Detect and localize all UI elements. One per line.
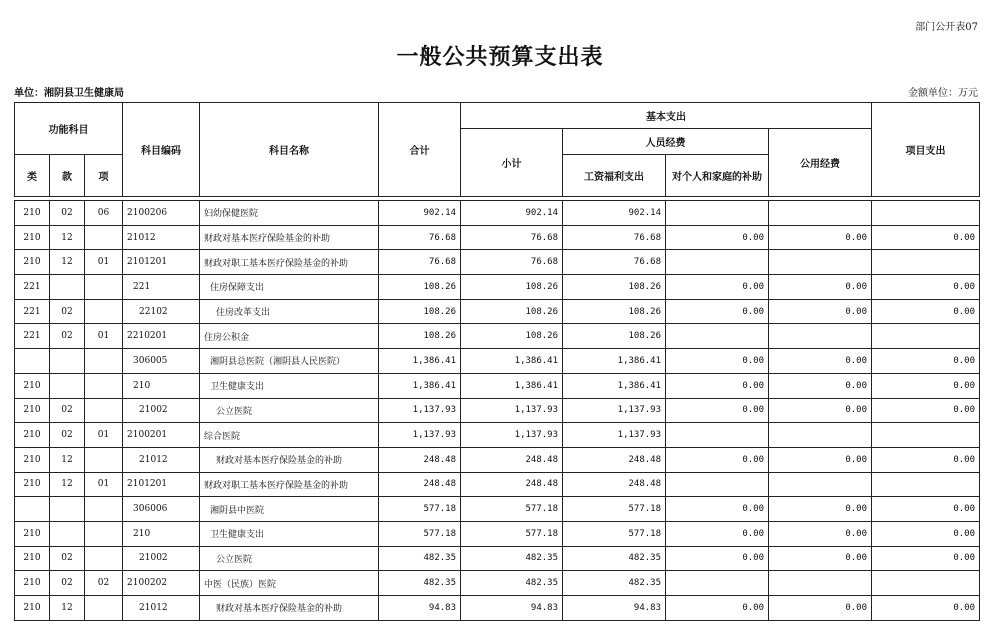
cell-subject-code: 21012 xyxy=(123,225,200,250)
cell-lei xyxy=(15,497,50,522)
cell-total: 248.48 xyxy=(379,472,461,497)
cell-kuan: 02 xyxy=(50,324,85,349)
header-wages: 工资福利支出 xyxy=(563,155,666,197)
cell-project xyxy=(872,250,980,275)
table-row xyxy=(15,571,980,596)
cell-subject-code: 21012 xyxy=(123,596,200,621)
cell-subject-code: 210 xyxy=(123,521,200,546)
cell-public-funds: 0.00 xyxy=(769,373,872,398)
cell-wages: 108.26 xyxy=(563,324,666,349)
cell-lei: 210 xyxy=(15,201,50,226)
cell-public-funds xyxy=(769,571,872,596)
table-row xyxy=(15,423,980,448)
cell-subtotal: 577.18 xyxy=(461,521,563,546)
cell-subtotal: 108.26 xyxy=(461,299,563,324)
cell-subject-name: 住房公积金 xyxy=(200,324,379,349)
cell-subtotal: 482.35 xyxy=(461,571,563,596)
cell-public-funds xyxy=(769,250,872,275)
cell-public-funds: 0.00 xyxy=(769,275,872,300)
cell-xiang xyxy=(85,398,123,423)
cell-public-funds: 0.00 xyxy=(769,225,872,250)
cell-total: 1,137.93 xyxy=(379,398,461,423)
money-unit-label: 金额单位：万元 xyxy=(908,88,978,99)
cell-lei: 210 xyxy=(15,571,50,596)
form-number: 部门公开表07 xyxy=(915,22,978,33)
cell-project: 0.00 xyxy=(872,398,980,423)
cell-kuan xyxy=(50,521,85,546)
cell-project xyxy=(872,423,980,448)
cell-subject-name: 财政对基本医疗保险基金的补助 xyxy=(200,225,379,250)
header-basic-expenditure: 基本支出 xyxy=(461,103,872,129)
cell-wages: 577.18 xyxy=(563,521,666,546)
header-func-subject: 功能科目 xyxy=(15,103,123,155)
table-row xyxy=(15,472,980,497)
cell-subject-code: 2101201 xyxy=(123,472,200,497)
cell-xiang: 01 xyxy=(85,324,123,349)
cell-subsidy: 0.00 xyxy=(666,521,769,546)
cell-lei: 210 xyxy=(15,596,50,621)
cell-lei: 210 xyxy=(15,447,50,472)
cell-public-funds xyxy=(769,472,872,497)
cell-subsidy xyxy=(666,571,769,596)
cell-subsidy xyxy=(666,201,769,226)
cell-subtotal: 94.83 xyxy=(461,596,563,621)
cell-project: 0.00 xyxy=(872,596,980,621)
cell-kuan: 12 xyxy=(50,250,85,275)
cell-project xyxy=(872,571,980,596)
cell-public-funds: 0.00 xyxy=(769,521,872,546)
table-row xyxy=(15,250,980,275)
table-body xyxy=(15,197,980,621)
cell-lei: 210 xyxy=(15,423,50,448)
cell-total: 108.26 xyxy=(379,299,461,324)
cell-subject-name: 公立医院 xyxy=(200,546,379,571)
cell-subsidy: 0.00 xyxy=(666,596,769,621)
cell-subsidy: 0.00 xyxy=(666,497,769,522)
cell-subject-code: 2100202 xyxy=(123,571,200,596)
cell-subject-code: 2100201 xyxy=(123,423,200,448)
cell-wages: 482.35 xyxy=(563,571,666,596)
cell-kuan xyxy=(50,497,85,522)
cell-subject-name: 妇幼保健医院 xyxy=(200,201,379,226)
cell-kuan: 02 xyxy=(50,201,85,226)
cell-subtotal: 1,137.93 xyxy=(461,423,563,448)
cell-subtotal: 76.68 xyxy=(461,225,563,250)
cell-subsidy: 0.00 xyxy=(666,349,769,374)
cell-kuan: 02 xyxy=(50,299,85,324)
cell-subject-name: 湘阴县总医院（湘阴县人民医院） xyxy=(200,349,379,374)
page-title: 一般公共预算支出表 xyxy=(396,44,604,70)
cell-project xyxy=(872,324,980,349)
cell-total: 1,137.93 xyxy=(379,423,461,448)
cell-public-funds: 0.00 xyxy=(769,447,872,472)
table-row xyxy=(15,497,980,522)
cell-subsidy: 0.00 xyxy=(666,373,769,398)
cell-xiang xyxy=(85,275,123,300)
cell-subject-name: 财政对基本医疗保险基金的补助 xyxy=(200,596,379,621)
cell-wages: 1,386.41 xyxy=(563,349,666,374)
cell-project: 0.00 xyxy=(872,521,980,546)
cell-subtotal: 1,386.41 xyxy=(461,373,563,398)
unit-label: 单位：湘阴县卫生健康局 xyxy=(14,88,124,99)
cell-subject-code: 221 xyxy=(123,275,200,300)
cell-public-funds: 0.00 xyxy=(769,349,872,374)
header-public-funds: 公用经费 xyxy=(769,129,872,197)
cell-xiang xyxy=(85,447,123,472)
table-row xyxy=(15,299,980,324)
table-row xyxy=(15,546,980,571)
cell-subject-name: 湘阴县中医院 xyxy=(200,497,379,522)
header-subject-code: 科目编码 xyxy=(123,103,200,197)
cell-subsidy: 0.00 xyxy=(666,447,769,472)
cell-kuan xyxy=(50,275,85,300)
table-row xyxy=(15,201,980,226)
cell-project: 0.00 xyxy=(872,349,980,374)
cell-kuan: 12 xyxy=(50,472,85,497)
cell-kuan: 02 xyxy=(50,546,85,571)
cell-subsidy: 0.00 xyxy=(666,546,769,571)
header-kuan: 款 xyxy=(50,155,85,197)
cell-subsidy xyxy=(666,324,769,349)
cell-total: 482.35 xyxy=(379,546,461,571)
header-subject-name: 科目名称 xyxy=(200,103,379,197)
cell-public-funds: 0.00 xyxy=(769,546,872,571)
cell-xiang: 01 xyxy=(85,423,123,448)
cell-subsidy: 0.00 xyxy=(666,225,769,250)
cell-public-funds: 0.00 xyxy=(769,497,872,522)
cell-kuan: 12 xyxy=(50,596,85,621)
cell-total: 902.14 xyxy=(379,201,461,226)
header-subsidy: 对个人和家庭的补助 xyxy=(666,155,769,197)
cell-subtotal: 248.48 xyxy=(461,472,563,497)
cell-subtotal: 902.14 xyxy=(461,201,563,226)
cell-public-funds xyxy=(769,201,872,226)
cell-total: 1,386.41 xyxy=(379,373,461,398)
cell-subsidy: 0.00 xyxy=(666,299,769,324)
cell-public-funds: 0.00 xyxy=(769,299,872,324)
cell-subject-code: 210 xyxy=(123,373,200,398)
cell-project xyxy=(872,201,980,226)
cell-subject-name: 卫生健康支出 xyxy=(200,373,379,398)
table-row xyxy=(15,349,980,374)
cell-subject-name: 财政对职工基本医疗保险基金的补助 xyxy=(200,250,379,275)
cell-subject-code: 21002 xyxy=(123,398,200,423)
table-row xyxy=(15,324,980,349)
cell-total: 76.68 xyxy=(379,225,461,250)
cell-xiang xyxy=(85,596,123,621)
cell-subsidy: 0.00 xyxy=(666,275,769,300)
cell-project xyxy=(872,472,980,497)
cell-subject-code: 21012 xyxy=(123,447,200,472)
cell-kuan xyxy=(50,349,85,374)
cell-lei: 210 xyxy=(15,225,50,250)
cell-project: 0.00 xyxy=(872,546,980,571)
cell-subject-name: 住房改革支出 xyxy=(200,299,379,324)
cell-project: 0.00 xyxy=(872,497,980,522)
cell-total: 1,386.41 xyxy=(379,349,461,374)
cell-lei: 210 xyxy=(15,398,50,423)
cell-total: 482.35 xyxy=(379,571,461,596)
table-row xyxy=(15,373,980,398)
cell-xiang xyxy=(85,299,123,324)
cell-wages: 902.14 xyxy=(563,201,666,226)
cell-xiang: 06 xyxy=(85,201,123,226)
cell-subject-name: 财政对基本医疗保险基金的补助 xyxy=(200,447,379,472)
cell-wages: 1,137.93 xyxy=(563,398,666,423)
cell-project: 0.00 xyxy=(872,299,980,324)
cell-wages: 1,137.93 xyxy=(563,423,666,448)
cell-wages: 577.18 xyxy=(563,497,666,522)
cell-project: 0.00 xyxy=(872,447,980,472)
cell-total: 577.18 xyxy=(379,497,461,522)
header-project-expenditure: 项目支出 xyxy=(872,103,980,197)
cell-kuan: 02 xyxy=(50,423,85,448)
cell-xiang xyxy=(85,497,123,522)
cell-subsidy xyxy=(666,250,769,275)
cell-subtotal: 108.26 xyxy=(461,275,563,300)
header-total: 合计 xyxy=(379,103,461,197)
cell-project: 0.00 xyxy=(872,225,980,250)
cell-subtotal: 482.35 xyxy=(461,546,563,571)
cell-xiang: 02 xyxy=(85,571,123,596)
cell-kuan: 12 xyxy=(50,447,85,472)
cell-lei: 210 xyxy=(15,472,50,497)
cell-kuan xyxy=(50,373,85,398)
cell-subject-name: 综合医院 xyxy=(200,423,379,448)
cell-subtotal: 248.48 xyxy=(461,447,563,472)
cell-lei: 210 xyxy=(15,373,50,398)
table-row xyxy=(15,275,980,300)
cell-wages: 248.48 xyxy=(563,447,666,472)
cell-lei: 210 xyxy=(15,546,50,571)
cell-project: 0.00 xyxy=(872,275,980,300)
table-row xyxy=(15,596,980,621)
table-row xyxy=(15,398,980,423)
cell-project: 0.00 xyxy=(872,373,980,398)
cell-xiang xyxy=(85,225,123,250)
cell-lei xyxy=(15,349,50,374)
cell-wages: 1,386.41 xyxy=(563,373,666,398)
cell-subtotal: 1,137.93 xyxy=(461,398,563,423)
table-row xyxy=(15,225,980,250)
cell-xiang xyxy=(85,521,123,546)
table-row xyxy=(15,447,980,472)
cell-kuan: 02 xyxy=(50,398,85,423)
cell-subsidy: 0.00 xyxy=(666,398,769,423)
cell-subject-code: 22102 xyxy=(123,299,200,324)
cell-xiang: 01 xyxy=(85,250,123,275)
cell-total: 577.18 xyxy=(379,521,461,546)
cell-wages: 108.26 xyxy=(563,275,666,300)
cell-lei: 221 xyxy=(15,275,50,300)
cell-subject-name: 公立医院 xyxy=(200,398,379,423)
cell-public-funds: 0.00 xyxy=(769,596,872,621)
cell-public-funds xyxy=(769,324,872,349)
cell-kuan: 12 xyxy=(50,225,85,250)
cell-subtotal: 76.68 xyxy=(461,250,563,275)
cell-wages: 76.68 xyxy=(563,250,666,275)
cell-wages: 94.83 xyxy=(563,596,666,621)
cell-total: 108.26 xyxy=(379,275,461,300)
cell-xiang xyxy=(85,546,123,571)
cell-subject-code: 306005 xyxy=(123,349,200,374)
cell-lei: 210 xyxy=(15,521,50,546)
cell-lei: 221 xyxy=(15,324,50,349)
header-lei: 类 xyxy=(15,155,50,197)
cell-xiang xyxy=(85,349,123,374)
cell-subject-code: 2210201 xyxy=(123,324,200,349)
cell-wages: 248.48 xyxy=(563,472,666,497)
budget-table xyxy=(14,102,980,621)
cell-subject-code: 2100206 xyxy=(123,201,200,226)
header-subtotal: 小计 xyxy=(461,129,563,197)
cell-subject-name: 住房保障支出 xyxy=(200,275,379,300)
cell-subject-name: 卫生健康支出 xyxy=(200,521,379,546)
cell-public-funds xyxy=(769,423,872,448)
cell-subject-name: 中医（民族）医院 xyxy=(200,571,379,596)
table-header xyxy=(15,103,980,197)
cell-wages: 108.26 xyxy=(563,299,666,324)
cell-kuan: 02 xyxy=(50,571,85,596)
table-row xyxy=(15,521,980,546)
cell-subtotal: 1,386.41 xyxy=(461,349,563,374)
cell-subject-name: 财政对职工基本医疗保险基金的补助 xyxy=(200,472,379,497)
cell-subtotal: 108.26 xyxy=(461,324,563,349)
cell-subject-code: 2101201 xyxy=(123,250,200,275)
cell-total: 94.83 xyxy=(379,596,461,621)
cell-subject-code: 306006 xyxy=(123,497,200,522)
header-xiang: 项 xyxy=(85,155,123,197)
cell-total: 248.48 xyxy=(379,447,461,472)
cell-wages: 482.35 xyxy=(563,546,666,571)
cell-subtotal: 577.18 xyxy=(461,497,563,522)
cell-lei: 221 xyxy=(15,299,50,324)
cell-lei: 210 xyxy=(15,250,50,275)
cell-subsidy xyxy=(666,472,769,497)
cell-public-funds: 0.00 xyxy=(769,398,872,423)
header-personnel: 人员经费 xyxy=(563,129,769,155)
cell-total: 76.68 xyxy=(379,250,461,275)
cell-wages: 76.68 xyxy=(563,225,666,250)
cell-xiang: 01 xyxy=(85,472,123,497)
cell-xiang xyxy=(85,373,123,398)
cell-subsidy xyxy=(666,423,769,448)
cell-total: 108.26 xyxy=(379,324,461,349)
cell-subject-code: 21002 xyxy=(123,546,200,571)
